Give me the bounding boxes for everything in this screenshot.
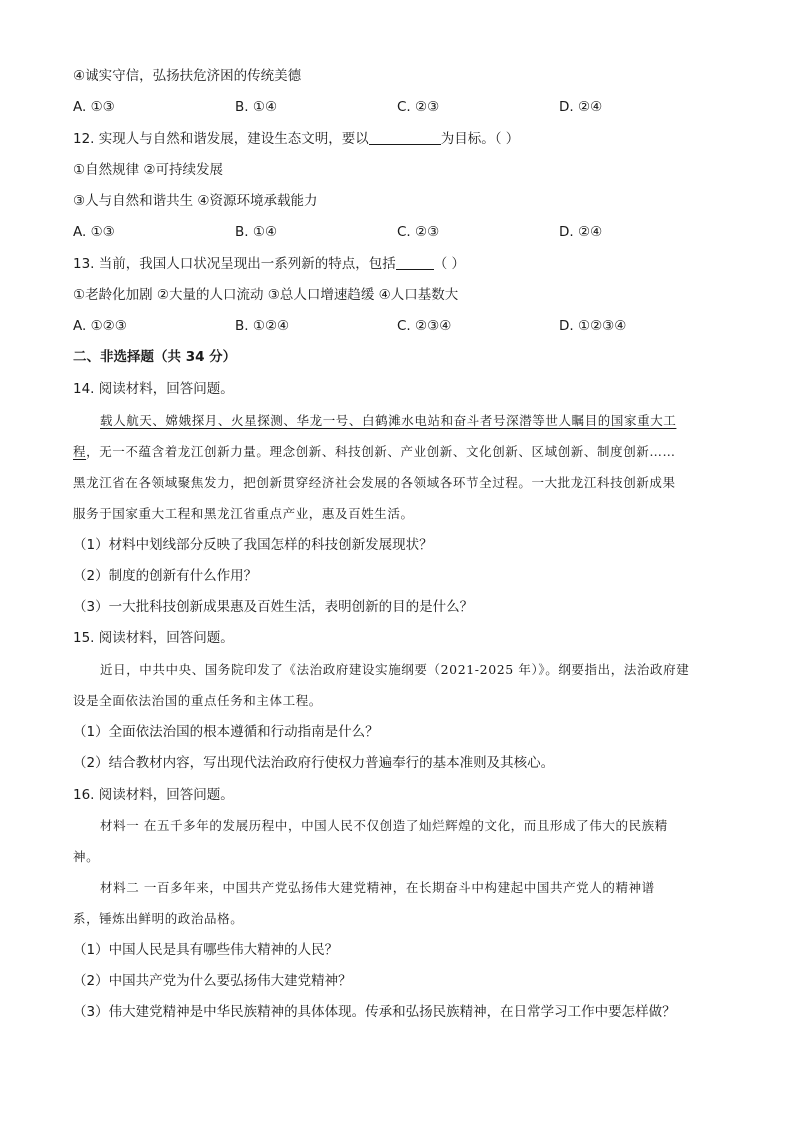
q13-stem-before: 13. 当前，我国人口状况呈现出一系列新的特点，包括 xyxy=(73,256,396,272)
q13-options xyxy=(73,316,693,336)
q12-option-b: B. ①④ xyxy=(235,224,278,240)
q13-blank xyxy=(396,255,434,270)
q11-options xyxy=(73,97,693,117)
q16-material-2-line-1: 材料二 一百多年来，中国共产党弘扬伟大建党精神，在长期奋斗中构建起中国共产党人的精神谱 xyxy=(100,880,655,895)
q13-option-a: A. ①②③ xyxy=(73,318,127,334)
q13-stem-after: （ ） xyxy=(433,256,466,272)
q14-material-line-1: 载人航天、嫦娥探月、火星探测、华龙一号、白鹤滩水电站和奋斗者号深潜等世人瞩目的国家重大工 xyxy=(100,413,677,428)
q11-option-d: D. ②④ xyxy=(559,99,603,115)
q13-option-c: C. ②③④ xyxy=(397,318,452,334)
q14-stem: 14. 阅读材料，回答问题。 xyxy=(73,381,234,397)
q13-items: ①老龄化加剧 ②大量的人口流动 ③总人口增速趋缓 ④人口基数大 xyxy=(73,287,459,303)
q16-stem: 16. 阅读材料，回答问题。 xyxy=(73,787,234,803)
section-title-non-choice: 二、非选择题（共 34 分） xyxy=(73,349,237,365)
q14-material-line-2-rest: ，无一不蕴含着龙江创新力量。理念创新、科技创新、产业创新、文化创新、区域创新、制度创新…… xyxy=(86,444,676,459)
q14-material-line-3: 黑龙江省在各领域聚焦发力，把创新贯穿经济社会发展的各领域各环节全过程。一大批龙江科技创新成果 xyxy=(73,475,676,490)
q16-sub-3: （3）伟大建党精神是中华民族精神的具体体现。传承和弘扬民族精神，在日常学习工作中要怎样做？ xyxy=(73,1004,676,1020)
q16-sub-1: （1）中国人民是具有哪些伟大精神的人民？ xyxy=(73,942,339,958)
q12-stem-before: 12. 实现人与自然和谐发展，建设生态文明，要以 xyxy=(73,131,369,147)
q12-items-line-2: ③人与自然和谐共生 ④资源环境承载能力 xyxy=(73,193,318,209)
q11-option-c: C. ②③ xyxy=(397,99,440,115)
q11-item-4: ④诚实守信，弘扬扶危济困的传统美德 xyxy=(73,68,302,84)
q12-stem-after: 为目标。（ ） xyxy=(440,131,520,147)
q14-sub-1: （1）材料中划线部分反映了我国怎样的科技创新发展现状？ xyxy=(73,537,433,553)
q13-stem xyxy=(73,254,465,274)
q14-sub-3: （3）一大批科技创新成果惠及百姓生活，表明创新的目的是什么？ xyxy=(73,599,474,615)
q12-option-c: C. ②③ xyxy=(397,224,440,240)
q12-items-line-1: ①自然规律 ②可持续发展 xyxy=(73,162,223,178)
q16-material-2-line-2: 系，锤炼出鲜明的政治品格。 xyxy=(73,911,244,926)
q16-material-1-line-1: 材料一 在五千多年的发展历程中，中国人民不仅创造了灿烂辉煌的文化，而且形成了伟大的民族精 xyxy=(100,818,668,833)
q12-option-d: D. ②④ xyxy=(559,224,603,240)
q13-option-b: B. ①②④ xyxy=(235,318,290,334)
q11-option-b: B. ①④ xyxy=(235,99,278,115)
q12-stem xyxy=(73,129,519,149)
q14-material-line-2 xyxy=(73,442,676,462)
q11-option-a: A. ①③ xyxy=(73,99,115,115)
q16-material-1-line-2: 神。 xyxy=(73,849,100,864)
q14-sub-2: （2）制度的创新有什么作用？ xyxy=(73,568,258,584)
q16-sub-2: （2）中国共产党为什么要弘扬伟大建党精神？ xyxy=(73,973,352,989)
q13-option-d: D. ①②③④ xyxy=(559,318,627,334)
q15-sub-2: （2）结合教材内容，写出现代法治政府行使权力普遍奉行的基本准则及其核心。 xyxy=(73,755,555,771)
q12-option-a: A. ①③ xyxy=(73,224,115,240)
q12-blank xyxy=(369,130,441,145)
q15-material-line-2: 设是全面依法治国的重点任务和主体工程。 xyxy=(73,693,322,708)
q15-stem: 15. 阅读材料，回答问题。 xyxy=(73,630,234,646)
q14-material-underlined-end: 程 xyxy=(73,444,87,459)
q15-material-line-1: 近日，中共中央、国务院印发了《法治政府建设实施纲要（2021-2025 年）》。纲要指出，法治政府建 xyxy=(100,662,690,677)
q15-sub-1: （1）全面依法治国的根本遵循和行动指南是什么？ xyxy=(73,724,379,740)
q12-options xyxy=(73,222,693,242)
q14-material-line-4: 服务于国家重大工程和黑龙江省重点产业，惠及百姓生活。 xyxy=(73,506,414,521)
